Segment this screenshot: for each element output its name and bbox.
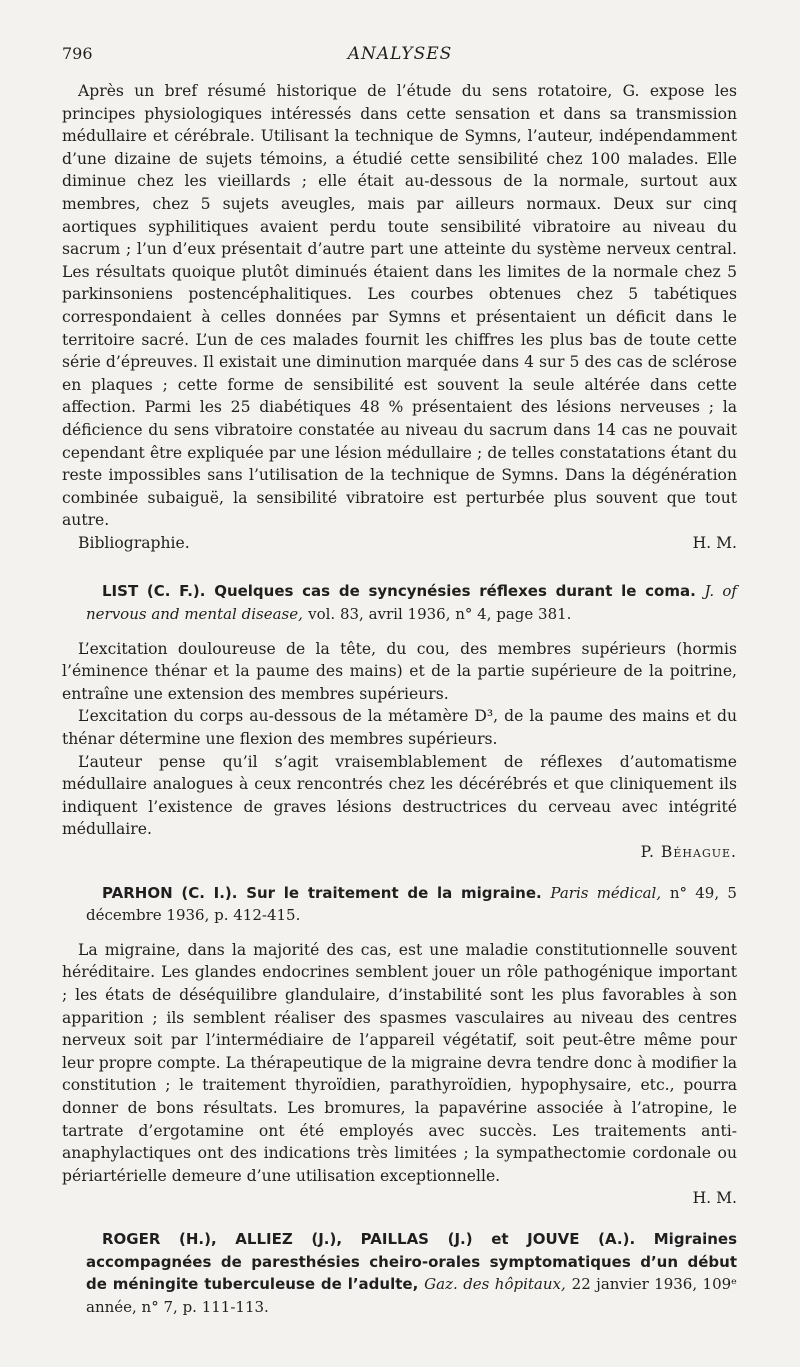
reference-title: Quelques cas de syncynésies réflexes durant le coma. <box>214 582 696 601</box>
abstract-sensibilite-vibratoire <box>62 80 737 554</box>
abstract-signoff <box>62 532 737 555</box>
abstract-body: La migraine, dans la majorité des cas, est une maladie constitutionnelle souvent héréditaire. Les glandes endocrines semblent jouer un rôle pathogénique important ; les états de déséquilibre glandulaire, d’instabilité sont les plus favorables à son apparition ; ils semblent réaliser des spasmes vasculaires au niveau des centres nerveux soit par l’intermédiaire de l’appareil végétatif, soit peut-être même pour leur propre compte. La thérapeutique de la migraine devra tendre donc à modifier la constitution ; le traitement thyroïdien, parathyroïdien, hypophysaire, etc., pourra donner de bons résultats. Les bromures, la papavérine associée à l’atropine, le tartrate d’ergotamine ont été employés avec succès. Les traitements anti-anaphylactiques ont des indications très limitées ; la sympathectomie cordonale ou périartérielle demeure d’une utilisation exceptionnelle. <box>62 940 737 1185</box>
reference-heading <box>62 882 737 927</box>
abstract-paragraph: L’excitation du corps au-dessous de la métamère D³, de la paume des mains et du thénar détermine une flexion des membres supérieurs. <box>62 707 737 749</box>
abstract-roger <box>62 1228 737 1318</box>
abstract-parhon <box>62 882 737 1210</box>
reference-journal: J. of nervous and mental disease, <box>86 582 737 624</box>
reference-citation: vol. 83, avril 1936, n° 4, page 381. <box>308 605 572 624</box>
reference-authors: PARHON (C. I.). <box>102 883 238 902</box>
reference-journal: Paris médical, <box>550 883 662 902</box>
abstract-list <box>62 580 737 863</box>
reference-heading <box>62 1228 737 1318</box>
bibliography-label: Bibliographie. <box>78 533 190 552</box>
section-title: ANALYSES <box>347 44 453 64</box>
page-content <box>62 80 737 1318</box>
reference-authors: LIST (C. F.). <box>102 582 206 601</box>
reviewer-signature: H. M. <box>692 533 737 552</box>
reference-citation: 22 janvier 1936, 109ᵉ année, n° 7, p. 111-113. <box>86 1275 737 1316</box>
reference-heading <box>62 580 737 625</box>
running-head <box>62 44 738 70</box>
abstract-paragraph: L’excitation douloureuse de la tête, du cou, des membres supérieurs (hormis l’éminence thénar et la paume des mains) et de la partie supérieure de la poitrine, entraîne une extension des membres supérieurs. <box>62 639 737 703</box>
reviewer-signature: P. Béhague. <box>640 843 737 861</box>
reference-citation: n° 49, 5 décembre 1936, p. 412-415. <box>86 883 737 925</box>
abstract-body: Après un bref résumé historique de l’étude du sens rotatoire, G. expose les principes physiologiques intéressés dans cette sensation et dans sa transmission médullaire et cérébrale. Utilisant la technique de Symns, l’auteur, indépendamment d’une dizaine de sujets témoins, a étudié cette sensibilité chez 100 malades. Elle diminue chez les vieillards ; elle était au-dessous de la normale, surtout aux membres, chez 5 sujets aveugles, mais par ailleurs normaux. Deux sur cinq aortiques syphilitiques avaient perdu toute sensibilité vibratoire au niveau du sacrum ; l’un d’eux présentait d’autre part une atteinte du système nerveux central. Les résultats quoique plutôt diminués étaient dans les limites de la normale chez 5 parkinsoniens postencéphalitiques. Les courbes obtenues chez 5 tabétiques correspondaient à celles données par Symns et présentaient un déficit dans le territoire sacré. L’un de ces malades fournit les chiffres les plus bas de toute cette série d’épreuves. Il existait une diminution marquée dans 4 sur 5 des cas de sclérose en plaques ; cette forme de sensibilité est souvent la seule altérée dans cette affection. Parmi les 25 diabétiques 48 % présentaient des lésions nerveuses ; la déficience du sens vibratoire constatée au niveau du sacrum dans 14 cas ne pouvait cependant être expliquée par une lésion médullaire ; de telles constatations étant du reste impossibles sans l’utilisation de la technique de Symns. Dans la dégénération combinée subaiguë, la sensibilité vibratoire est perturbée plus souvent que tout autre. <box>62 82 737 530</box>
reference-authors-title: ROGER (H.), ALLIEZ (J.), PAILLAS (J.) et JOUVE (A.). Migraines accompagnées de paresthésies cheiro-orales symptomatiques d’un début de méningite tuberculeuse de l’adulte, <box>86 1229 737 1294</box>
reviewer-signature: H. M. <box>692 1189 737 1208</box>
reference-journal: Gaz. des hôpitaux, <box>424 1275 566 1294</box>
page-number: 796 <box>62 44 93 63</box>
reference-title: Sur le traitement de la migraine. <box>246 883 542 902</box>
abstract-paragraph: L’auteur pense qu’il s’agit vraisemblablement de réflexes d’automatisme médullaire analogues à ceux rencontrés chez les décérébrés et que cliniquement ils indiquent l’existence de graves lésions destructrices du cerveau avec intégrité médullaire. <box>62 752 737 839</box>
